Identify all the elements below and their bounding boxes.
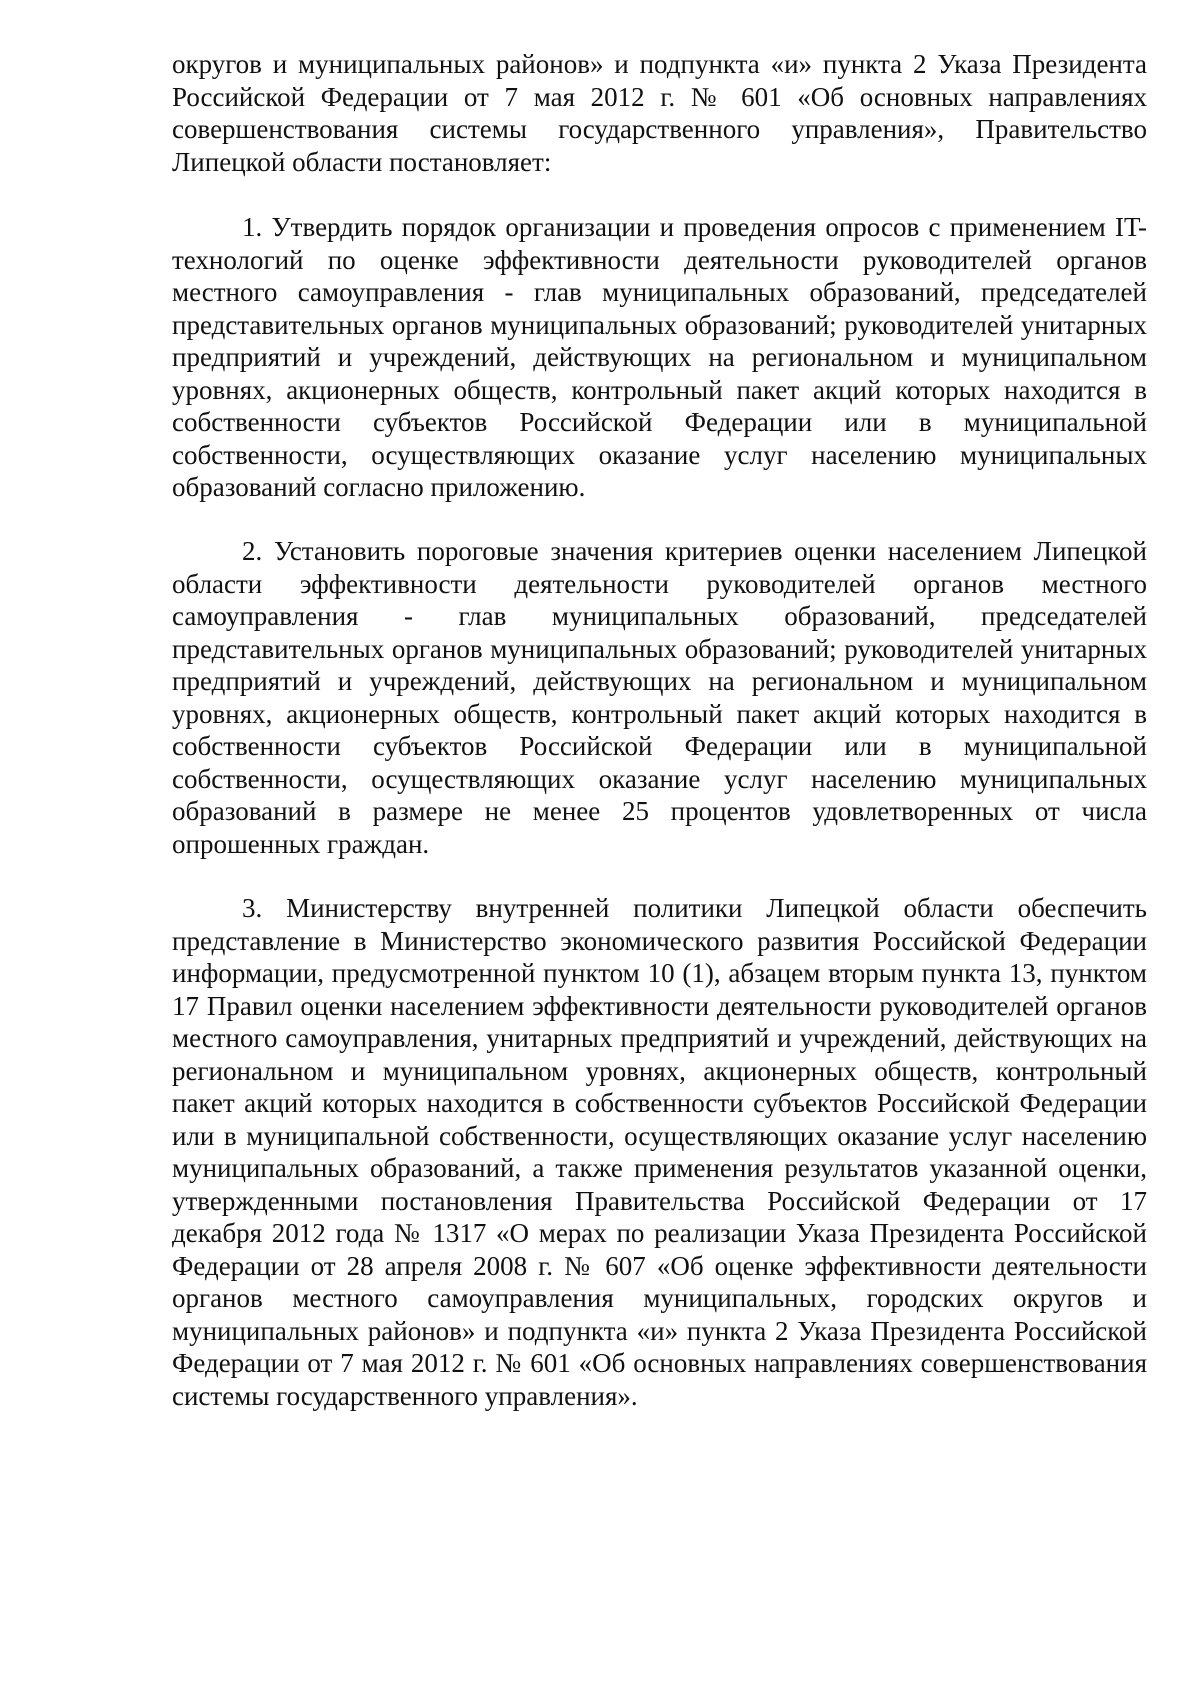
intro-paragraph: округов и муниципальных районов» и подпункта «и» пункта 2 Указа Президента Российской Федерации от 7 мая 2012 г. № 601 «Об основных направлениях совершенствования системы государственного управления», Правительство Липецкой области постановляет: — [172, 49, 1147, 177]
resolution-item-1: 1. Утвердить порядок организации и проведения опросов с применением IT-технологий по оценке эффективности деятельности руководителей органов местного самоуправления - глав муниципальных образований, председателей представительных органов муниципальных образований; руководителей унитарных предприятий и учреждений, действующих на региональном и муниципальном уровнях, акционерных обществ, контрольный пакет акций которых находится в собственности субъектов Российской Федерации или в муниципальной собственности, осуществляющих оказание услуг населению муниципальных образований согласно приложению. — [172, 212, 1147, 502]
resolution-item-3: 3. Министерству внутренней политики Липецкой области обеспечить представление в Министерство экономического развития Российской Федерации информации, предусмотренной пунктом 10 (1), абзацем вторым пункта 13, пунктом 17 Правил оценки населением эффективности деятельности руководителей органов местного самоуправления, унитарных предприятий и учреждений, действующих на региональном и муниципальном уровнях, акционерных обществ, контрольный пакет акций которых находится в собственности субъектов Российской Федерации или в муниципальной собственности, осуществляющих оказание услуг населению муниципальных образований, а также применения результатов указанной оценки, утвержденными постановления Правительства Российской Федерации от 17 декабря 2012 года № 1317 «О мерах по реализации Указа Президента Российской Федерации от 28 апреля 2008 г. № 607 «Об оценке эффективности деятельности органов местного самоуправления муниципальных, городских округов и муниципальных районов» и подпункта «и» пункта 2 Указа Президента Российской Федерации от 7 мая 2012 г. № 601 «Об основных направлениях совершенствования системы государственного управления». — [172, 893, 1147, 1411]
resolution-item-2: 2. Установить пороговые значения критериев оценки населением Липецкой области эффективности деятельности руководителей органов местного самоуправления - глав муниципальных образований, председателей представительных органов муниципальных образований; руководителей унитарных предприятий и учреждений, действующих на региональном и муниципальном уровнях, акционерных обществ, контрольный пакет акций которых находится в собственности субъектов Российской Федерации или в муниципальной собственности, осуществляющих оказание услуг населению муниципальных образований в размере не менее 25 процентов удовлетворенных от числа опрошенных граждан. — [172, 536, 1147, 859]
